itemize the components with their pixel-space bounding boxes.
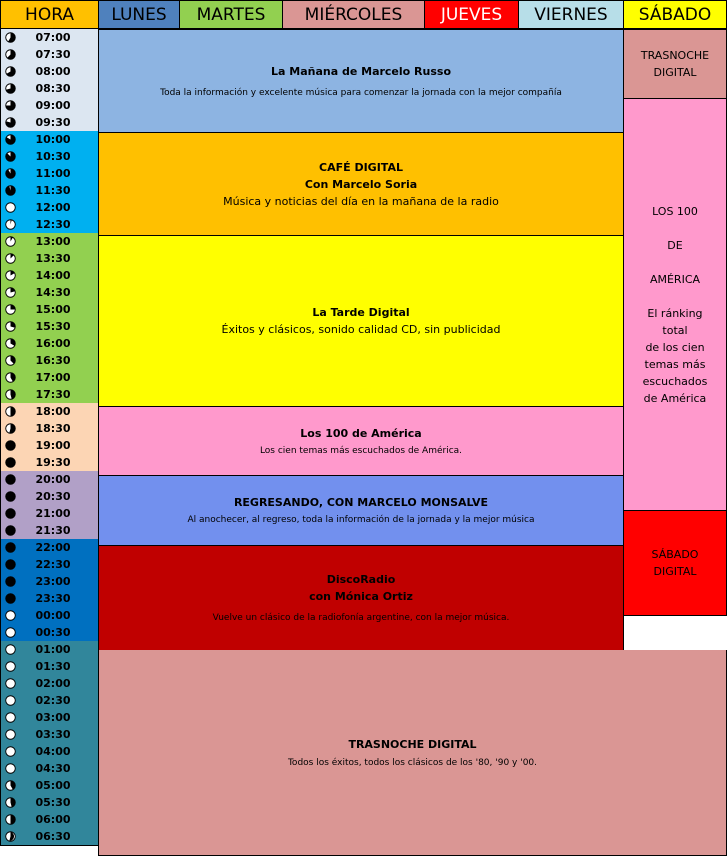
- header-martes: [179, 0, 283, 29]
- clock-icon: [5, 746, 16, 757]
- time-row: [0, 216, 99, 234]
- time-row: [0, 267, 99, 285]
- time-row: [0, 97, 99, 115]
- time-row: [0, 777, 99, 795]
- program-subtitle: con Mónica Ortiz: [309, 590, 413, 603]
- time-label: 03:30: [35, 728, 71, 741]
- clock-icon: [5, 474, 16, 485]
- header-hora-label: HORA: [25, 4, 74, 25]
- time-label: 01:00: [35, 643, 71, 656]
- clock-icon: [5, 66, 16, 77]
- program-subtitle: Con Marcelo Soria: [304, 177, 418, 191]
- clock-icon: [5, 763, 16, 774]
- time-label: 06:30: [35, 830, 71, 843]
- time-row: [0, 658, 99, 676]
- clock-icon: [5, 644, 16, 655]
- time-label: 18:30: [35, 422, 71, 435]
- time-row: [0, 284, 99, 302]
- program-desc: Los cien temas más escuchados de América.: [259, 445, 463, 456]
- time-label: 15:30: [35, 320, 71, 333]
- time-label: 04:30: [35, 762, 71, 775]
- clock-icon: [5, 83, 16, 94]
- clock-icon: [5, 610, 16, 621]
- time-row: [0, 454, 99, 472]
- clock-icon: [5, 236, 16, 247]
- header-viernes: [518, 0, 624, 29]
- program-desc: Música y noticias del día en la mañana de la radio: [223, 194, 499, 208]
- time-row: [0, 420, 99, 438]
- time-row: [0, 199, 99, 217]
- clock-icon: [5, 814, 16, 825]
- clock-icon: [5, 508, 16, 519]
- time-label: 05:30: [35, 796, 71, 809]
- time-label: 17:00: [35, 371, 71, 384]
- time-label: 07:30: [35, 48, 71, 61]
- header-sabado: [623, 0, 727, 29]
- saturday-line: LOS 100: [652, 204, 698, 218]
- time-row: [0, 250, 99, 268]
- time-row: [0, 352, 99, 370]
- time-label: 12:00: [35, 201, 71, 214]
- saturday-desc-line: total: [662, 323, 688, 337]
- time-label: 00:00: [35, 609, 71, 622]
- time-label: 11:30: [35, 184, 71, 197]
- saturday-desc-line: El ránking: [647, 306, 703, 320]
- program-title: La Mañana de Marcelo Russo: [270, 64, 452, 78]
- time-row: [0, 522, 99, 540]
- time-row: [0, 233, 99, 251]
- saturday-desc-line: escuchados: [642, 374, 708, 388]
- time-label: 16:30: [35, 354, 71, 367]
- time-row: [0, 318, 99, 336]
- saturday-line: AMÉRICA: [649, 272, 701, 286]
- time-label: 17:30: [35, 388, 71, 401]
- program-desc: Al anochecer, al regreso, toda la información de la jornada y la mejor música: [187, 515, 535, 525]
- time-row: [0, 709, 99, 727]
- saturday-line: SÁBADO: [651, 548, 699, 561]
- time-label: 12:30: [35, 218, 71, 231]
- clock-icon: [5, 593, 16, 604]
- header-lunes: [98, 0, 180, 29]
- time-label: 18:00: [35, 405, 71, 418]
- clock-icon: [5, 304, 16, 315]
- time-label: 23:30: [35, 592, 71, 605]
- time-row: [0, 301, 99, 319]
- clock-icon: [5, 831, 16, 842]
- time-label: 23:00: [35, 575, 71, 588]
- saturday-line: DIGITAL: [653, 66, 697, 79]
- time-label: 10:00: [35, 133, 71, 146]
- clock-icon: [5, 32, 16, 43]
- time-row: [0, 590, 99, 608]
- time-label: 02:00: [35, 677, 71, 690]
- header-hora: [0, 0, 99, 29]
- time-row: [0, 403, 99, 421]
- clock-icon: [5, 729, 16, 740]
- saturday-line: TRASNOCHE: [640, 49, 710, 62]
- program-title: Los 100 de América: [300, 426, 422, 440]
- time-label: 19:00: [35, 439, 71, 452]
- clock-icon: [5, 321, 16, 332]
- clock-icon: [5, 287, 16, 298]
- clock-icon: [5, 202, 16, 213]
- clock-icon: [5, 253, 16, 264]
- time-row: [0, 607, 99, 625]
- time-row: [0, 539, 99, 557]
- time-label: 06:00: [35, 813, 71, 826]
- program-desc: Toda la información y excelente música para comenzar la jornada con la mejor compañía: [160, 87, 562, 98]
- time-row: [0, 29, 99, 47]
- saturday-block-sabado: [623, 510, 727, 616]
- time-row: [0, 573, 99, 591]
- clock-icon: [5, 338, 16, 349]
- time-row: [0, 131, 99, 149]
- program-desc: Éxitos y clásicos, sonido calidad CD, sin publicidad: [221, 323, 501, 336]
- time-label: 11:00: [35, 167, 71, 180]
- time-row: [0, 80, 99, 98]
- program-block-manana: [98, 29, 624, 133]
- program-block-tarde: [98, 235, 624, 407]
- clock-icon: [5, 559, 16, 570]
- time-label: 20:30: [35, 490, 71, 503]
- clock-icon: [5, 151, 16, 162]
- clock-icon: [5, 355, 16, 366]
- saturday-desc-line: de América: [643, 391, 707, 405]
- clock-icon: [5, 49, 16, 60]
- time-label: 21:00: [35, 507, 71, 520]
- time-row: [0, 556, 99, 574]
- clock-icon: [5, 712, 16, 723]
- clock-icon: [5, 389, 16, 400]
- time-row: [0, 811, 99, 829]
- clock-icon: [5, 678, 16, 689]
- header-jueves: [424, 0, 519, 29]
- time-label: 15:00: [35, 303, 71, 316]
- time-row: [0, 828, 99, 846]
- clock-icon: [5, 372, 16, 383]
- program-title: CAFÉ DIGITAL: [319, 160, 403, 174]
- clock-icon: [5, 542, 16, 553]
- time-label: 21:30: [35, 524, 71, 537]
- clock-icon: [5, 780, 16, 791]
- time-label: 16:00: [35, 337, 71, 350]
- time-row: [0, 471, 99, 489]
- clock-icon: [5, 525, 16, 536]
- program-desc: Vuelve un clásico de la radiofonía argentine, con la mejor música.: [212, 613, 510, 623]
- time-row: [0, 760, 99, 778]
- saturday-desc: [643, 305, 708, 407]
- saturday-line: DE: [667, 238, 683, 252]
- time-label: 22:00: [35, 541, 71, 554]
- program-title: DiscoRadio: [326, 573, 396, 586]
- header-miercoles: [282, 0, 425, 29]
- program-block-disco: [98, 545, 624, 651]
- clock-icon: [5, 627, 16, 638]
- clock-icon: [5, 270, 16, 281]
- clock-icon: [5, 797, 16, 808]
- time-label: 14:00: [35, 269, 71, 282]
- time-label: 14:30: [35, 286, 71, 299]
- clock-icon: [5, 168, 16, 179]
- time-row: [0, 488, 99, 506]
- time-label: 08:30: [35, 82, 71, 95]
- time-label: 13:30: [35, 252, 71, 265]
- time-row: [0, 46, 99, 64]
- saturday-line: DIGITAL: [653, 565, 697, 578]
- time-row: [0, 437, 99, 455]
- time-label: 19:30: [35, 456, 71, 469]
- time-row: [0, 743, 99, 761]
- time-label: 00:30: [35, 626, 71, 639]
- time-label: 09:30: [35, 116, 71, 129]
- time-label: 01:30: [35, 660, 71, 673]
- saturday-block-100: [623, 98, 727, 511]
- time-row: [0, 114, 99, 132]
- time-label: 22:30: [35, 558, 71, 571]
- time-row: [0, 63, 99, 81]
- clock-icon: [5, 661, 16, 672]
- time-row: [0, 182, 99, 200]
- clock-icon: [5, 100, 16, 111]
- time-row: [0, 148, 99, 166]
- program-title: TRASNOCHE DIGITAL: [348, 737, 477, 751]
- header-viernes-label: VIERNES: [534, 4, 608, 25]
- time-label: 05:00: [35, 779, 71, 792]
- clock-icon: [5, 423, 16, 434]
- time-row: [0, 692, 99, 710]
- time-row: [0, 165, 99, 183]
- time-label: 03:00: [35, 711, 71, 724]
- time-row: [0, 641, 99, 659]
- time-row: [0, 675, 99, 693]
- time-row: [0, 369, 99, 387]
- program-block-cafe: [98, 132, 624, 236]
- header-sabado-label: SÁBADO: [638, 4, 712, 25]
- clock-icon: [5, 491, 16, 502]
- time-row: [0, 386, 99, 404]
- header-miercoles-label: MIÉRCOLES: [304, 4, 403, 25]
- time-label: 10:30: [35, 150, 71, 163]
- clock-icon: [5, 457, 16, 468]
- time-label: 20:00: [35, 473, 71, 486]
- saturday-desc-line: temas más: [644, 357, 706, 371]
- time-row: [0, 624, 99, 642]
- program-block-100: [98, 406, 624, 476]
- saturday-desc-line: de los cien: [645, 340, 705, 354]
- clock-icon: [5, 695, 16, 706]
- time-row: [0, 794, 99, 812]
- time-label: 07:00: [35, 31, 71, 44]
- time-label: 09:00: [35, 99, 71, 112]
- header-jueves-label: JUEVES: [440, 4, 503, 25]
- clock-icon: [5, 440, 16, 451]
- program-title: REGRESANDO, CON MARCELO MONSALVE: [233, 496, 489, 509]
- program-block-regresando: [98, 475, 624, 546]
- clock-icon: [5, 117, 16, 128]
- header-lunes-label: LUNES: [111, 4, 167, 25]
- time-row: [0, 726, 99, 744]
- clock-icon: [5, 406, 16, 417]
- time-row: [0, 505, 99, 523]
- clock-icon: [5, 185, 16, 196]
- program-title: La Tarde Digital: [312, 306, 410, 319]
- program-desc: Todos los éxitos, todos los clásicos de los '80, '90 y '00.: [287, 757, 538, 768]
- clock-icon: [5, 219, 16, 230]
- clock-icon: [5, 576, 16, 587]
- time-label: 13:00: [35, 235, 71, 248]
- header-martes-label: MARTES: [196, 4, 266, 25]
- time-label: 08:00: [35, 65, 71, 78]
- time-label: 02:30: [35, 694, 71, 707]
- time-label: 04:00: [35, 745, 71, 758]
- program-block-trasnoche: [98, 650, 727, 856]
- clock-icon: [5, 134, 16, 145]
- saturday-block-trasnoche: [623, 29, 727, 99]
- time-row: [0, 335, 99, 353]
